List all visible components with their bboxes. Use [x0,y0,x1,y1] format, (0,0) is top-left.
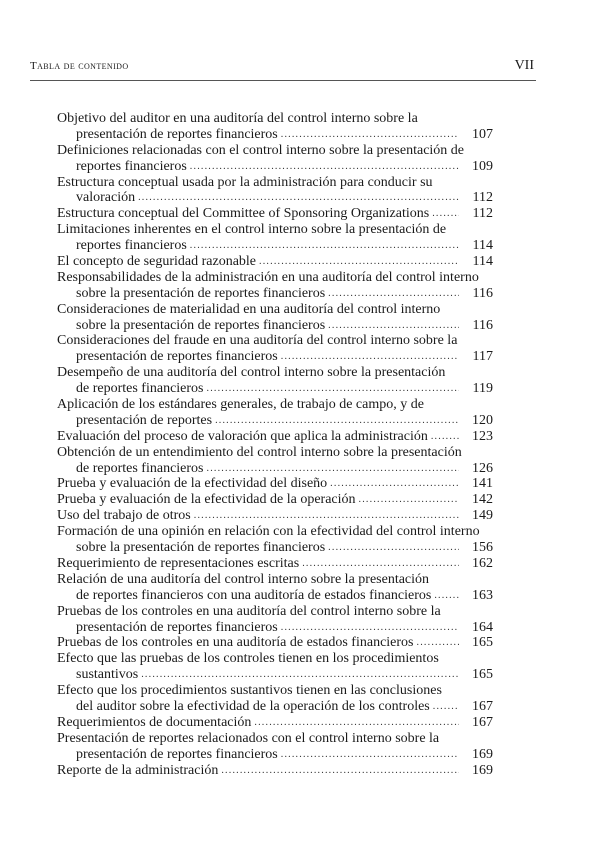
toc-page-number: 156 [472,540,493,556]
toc-entry[interactable] [57,429,493,445]
toc-entry-line [57,254,493,270]
dot-leader [328,540,459,556]
toc-entry-line [57,286,493,302]
toc-entry[interactable] [57,492,493,508]
dot-leader [281,349,459,365]
toc-entry-title: valoración [76,190,136,206]
toc-entry-title: Efecto que las pruebas de los controles tienen en los procedimientos [57,651,439,667]
toc-entry-line [57,667,493,683]
toc-entry-line [57,429,493,445]
dot-leader [302,556,459,572]
toc-entry-title: Relación de una auditoría del control interno sobre la presentación [57,571,430,587]
toc-entry-line [57,651,493,667]
toc-page-number: 169 [472,762,493,778]
toc-page-number: 119 [472,381,493,397]
toc-entry-title: Consideraciones del fraude en una auditoría del control interno sobre la [57,333,458,349]
toc-page-number: 162 [472,555,493,571]
toc-page-number: 116 [472,317,493,333]
toc-entry[interactable] [57,111,493,143]
toc-page-number: 123 [472,428,493,444]
dot-leader [207,381,460,397]
toc-entry-line [57,524,493,540]
toc-entry-line [57,461,493,477]
toc-entry-line [57,318,493,334]
toc-page-number: 126 [472,460,493,476]
toc-entry-line [57,492,493,508]
toc-entry-line [57,620,493,636]
toc-page-number: 167 [472,714,493,730]
toc-page-number: 112 [472,190,493,206]
toc-entry-title: Desempeño de una auditoría del control interno sobre la presentación [57,365,446,381]
toc-page-number: 165 [472,667,493,683]
dot-leader [359,492,459,508]
dot-leader [328,318,459,334]
toc-entry-line [57,699,493,715]
page-header [30,58,536,81]
toc-entry-line [57,302,493,318]
toc-entry[interactable] [57,524,493,556]
toc-entry-title: presentación de reportes financieros [76,349,278,365]
toc-entry-title: de reportes financieros [76,460,204,476]
dot-leader [259,254,459,270]
toc-entry-title: Reporte de la administración [57,762,219,778]
toc-entry[interactable] [57,143,493,175]
toc-page-number: 114 [472,238,493,254]
toc-entry-title: sobre la presentación de reportes financieros [76,540,326,556]
dot-leader [281,127,459,143]
toc-entry-line [57,572,493,588]
toc-entry-title: del auditor sobre la efectividad de la operación de los controles [76,698,430,714]
toc-entry[interactable] [57,445,493,477]
dot-leader [254,715,459,731]
toc-entry-line [57,238,493,254]
dot-leader [215,413,459,429]
toc-page-number: 117 [472,349,493,365]
toc-entry-title: Definiciones relacionadas con el control interno sobre la presentación de [57,142,465,158]
toc-entry-title: Estructura conceptual usada por la administración para conducir su [57,174,433,190]
toc-entry-line [57,588,493,604]
toc-page-number: 163 [472,587,493,603]
toc-entry[interactable] [57,476,493,492]
toc-entry-title: de reportes financieros [76,381,204,397]
toc-entry-title: Evaluación del proceso de valoración que aplica la administración [57,428,428,444]
dot-leader [328,286,459,302]
toc-entry-line [57,143,493,159]
toc-page-number: 167 [472,698,493,714]
toc-entry-title: presentación de reportes financieros [76,746,278,762]
toc-page-number: 149 [472,508,493,524]
toc-entry-title: reportes financieros [76,158,187,174]
toc-entry[interactable] [57,508,493,524]
toc-entry-title: sobre la presentación de reportes financieros [76,317,326,333]
toc-page-number: 142 [472,492,493,508]
toc-entry-title: Obtención de un entendimiento del control interno sobre la presentación [57,444,462,460]
toc-entry[interactable] [57,572,493,604]
toc-entry-title: El concepto de seguridad razonable [57,254,257,270]
toc-entry-title: presentación de reportes [76,412,213,428]
toc-entry-title: de reportes financieros con una auditoría de estados financieros [76,587,432,603]
toc-entry[interactable] [57,397,493,429]
toc-entry-title: Requerimientos de documentación [57,714,252,730]
toc-entry-line [57,206,493,222]
toc-entry-line [57,381,493,397]
toc-page-number: 120 [472,412,493,428]
toc-entry-line [57,445,493,461]
toc-entry-title: Objetivo del auditor en una auditoría del control interno sobre la [57,111,418,126]
toc-entry-title: Pruebas de los controles en una auditoría del control interno sobre la [57,603,441,619]
toc-entry-line [57,175,493,191]
toc-entry-line [57,747,493,763]
dot-leader [194,508,459,524]
toc-entry[interactable] [57,270,493,302]
toc-entry-title: Formación de una opinión en relación con la efectividad del control interno [57,524,480,540]
toc-entry-line [57,349,493,365]
toc-entry-line [57,127,493,143]
toc-page-number: 114 [472,254,493,270]
toc-entry-title: presentación de reportes financieros [76,126,278,142]
toc-entry-line [57,763,493,779]
toc-entry-line [57,476,493,492]
toc-entry-line [57,190,493,206]
toc-entry-title: Responsabilidades de la administración en una auditoría del control interno [57,269,479,285]
toc-entry[interactable] [57,222,493,254]
toc-entry-line [57,635,493,651]
toc-entry-title: Prueba y evaluación de la efectividad de la operación [57,492,356,508]
toc-entry[interactable] [57,604,493,636]
toc-entry[interactable] [57,175,493,207]
toc-entry-line [57,111,493,127]
toc-entry-line [57,715,493,731]
toc-page-number: 165 [472,635,493,651]
dot-leader [432,206,459,222]
toc-entry[interactable] [57,763,493,779]
toc-entry[interactable] [57,302,493,334]
toc-entry-line [57,556,493,572]
toc-entry[interactable] [57,206,493,222]
toc-page-number: 112 [472,206,493,222]
toc-entry-line [57,159,493,175]
toc-entry[interactable] [57,556,493,572]
toc-entry[interactable] [57,333,493,365]
dot-leader [207,461,460,477]
dot-leader [190,159,459,175]
dot-leader [434,588,459,604]
toc-entry-line [57,731,493,747]
toc-entry-line [57,508,493,524]
toc-entry-title: Aplicación de los estándares generales, de trabajo de campo, y de [57,397,424,413]
toc-entry-line [57,604,493,620]
toc-entry-title: Uso del trabajo de otros [57,508,191,524]
dot-leader [281,620,459,636]
toc-entry-title: Efecto que los procedimientos sustantivos tienen en las conclusiones [57,683,442,699]
dot-leader [330,476,459,492]
dot-leader [138,190,459,206]
toc-page-number: 169 [472,746,493,762]
toc-entry-title: Estructura conceptual del Committee of Sponsoring Organizations [57,206,430,222]
toc-entry[interactable] [57,635,493,651]
toc-page-number: 164 [472,619,493,635]
toc-entry-line [57,365,493,381]
toc-entry-line [57,413,493,429]
toc-page-number: 107 [472,126,493,142]
toc-entry-title: sustantivos [76,667,139,683]
running-title: Tabla de contenido [30,60,129,72]
dot-leader [281,747,459,763]
toc-entry-title: presentación de reportes financieros [76,619,278,635]
table-of-contents [57,111,493,778]
toc-entry-title: Consideraciones de materialidad en una auditoría del control interno [57,301,441,317]
dot-leader [431,429,459,445]
dot-leader [190,238,459,254]
page-number: VII [514,58,534,73]
toc-page-number: 141 [472,476,493,492]
toc-entry-line [57,540,493,556]
toc-entry[interactable] [57,254,493,270]
toc-entry-title: Limitaciones inherentes en el control interno sobre la presentación de [57,222,447,238]
toc-entry[interactable] [57,651,493,683]
toc-entry[interactable] [57,365,493,397]
toc-page-number: 116 [472,285,493,301]
dot-leader [141,667,459,683]
dot-leader [221,763,459,779]
toc-entry-line [57,270,493,286]
toc-page-number: 109 [472,158,493,174]
toc-entry[interactable] [57,683,493,715]
toc-entry-title: sobre la presentación de reportes financieros [76,285,326,301]
toc-entry-title: Requerimiento de representaciones escritas [57,555,300,571]
toc-entry-line [57,683,493,699]
toc-entry-title: Prueba y evaluación de la efectividad del diseño [57,476,328,492]
toc-entry-line [57,397,493,413]
toc-entry[interactable] [57,731,493,763]
toc-entry-title: Pruebas de los controles en una auditoría de estados financieros [57,635,414,651]
toc-entry-title: reportes financieros [76,238,187,254]
toc-entry-line [57,222,493,238]
dot-leader [433,699,459,715]
toc-entry-line [57,333,493,349]
dot-leader [417,635,459,651]
toc-entry-title: Presentación de reportes relacionados con el control interno sobre la [57,730,440,746]
toc-entry[interactable] [57,715,493,731]
